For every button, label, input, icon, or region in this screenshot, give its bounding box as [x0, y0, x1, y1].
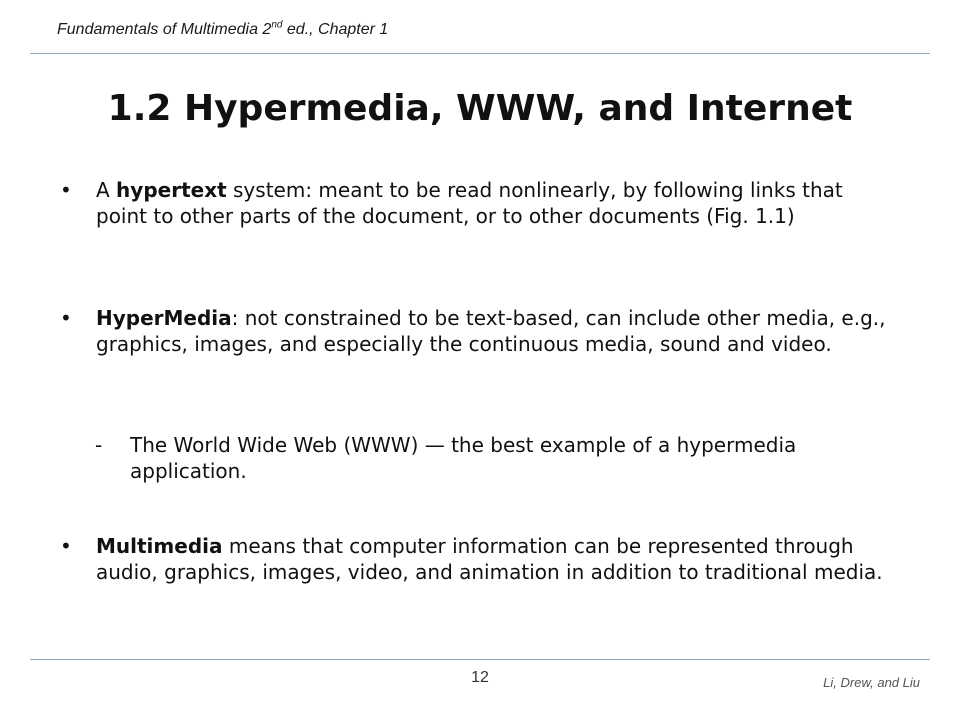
bullet-marker: •	[60, 534, 72, 558]
authors-credit: Li, Drew, and Liu	[823, 675, 920, 690]
bullet-text	[96, 533, 896, 585]
bullet-term: hypertext	[116, 178, 227, 202]
bullet-text	[96, 177, 896, 229]
header-chapter: ed., Chapter 1	[282, 21, 389, 38]
bullet-text-pre: A	[96, 178, 117, 202]
header-edition-superscript: nd	[271, 19, 283, 31]
sub-bullet-marker: -	[95, 433, 103, 457]
footer-divider	[30, 659, 930, 660]
page-number: 12	[471, 669, 489, 686]
bullet-text	[96, 305, 896, 357]
bullet-text-post: The World Wide Web (WWW) — the best example of a hypermedia application.	[130, 433, 797, 483]
bullet-marker: •	[60, 178, 72, 202]
header-divider	[30, 53, 930, 54]
bullet-text-post: system: meant to be read nonlinearly, by following links that point to other parts of the document, or to other documents (Fig. 1.1)	[96, 178, 843, 228]
bullet-term: HyperMedia	[96, 306, 232, 330]
bullet-text-post: means that computer information can be represented through audio, graphics, images, video, and animation in addition to traditional media.	[96, 534, 883, 584]
bullet-term: Multimedia	[96, 534, 223, 558]
sub-bullet-text	[130, 432, 890, 484]
bullet-marker: •	[60, 306, 72, 330]
bullet-text-post: : not constrained to be text-based, can include other media, e.g., graphics, images, and especially the continuous media, sound and video.	[96, 306, 886, 356]
slide-title: 1.2 Hypermedia, WWW, and Internet	[107, 88, 853, 129]
chapter-header	[57, 21, 388, 39]
header-book-title: Fundamentals of Multimedia 2	[57, 21, 272, 38]
